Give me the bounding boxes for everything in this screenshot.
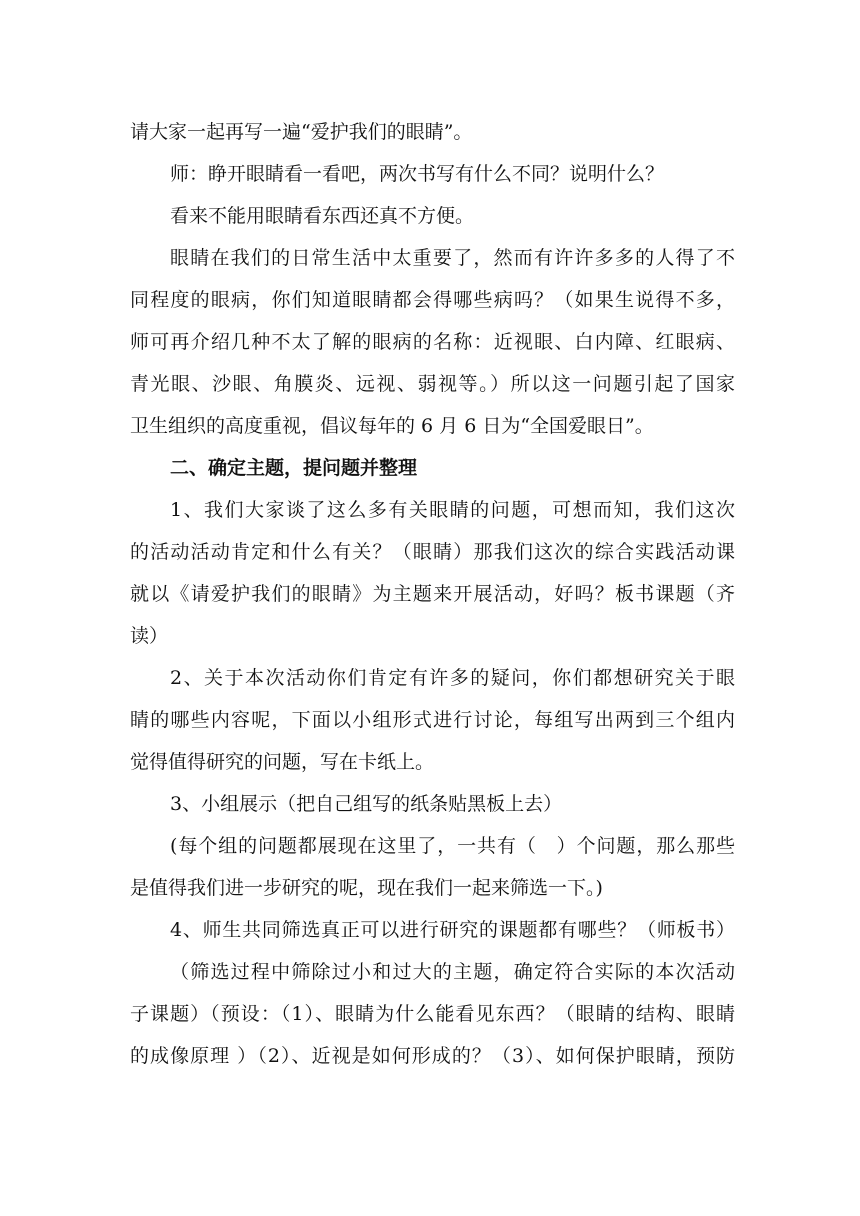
text-line-2: 师：睁开眼睛看一看吧，两次书写有什么不同？说明什么？	[170, 163, 665, 185]
text-line-20: 4、师生共同筛选真正可以进行研究的课题都有哪些？（师板书）	[170, 919, 735, 941]
text-line-8: 卫生组织的高度重视，倡议每年的 6 月 6 日为“全国爱眼日”。	[130, 415, 654, 437]
text-line-11: 的活动活动肯定和什么有关？（眼睛）那我们这次的综合实践活动课	[130, 541, 735, 563]
text-line-15: 睛的哪些内容呢，下面以小组形式进行讨论，每组写出两到三个组内	[130, 709, 735, 731]
text-line-4: 眼睛在我们的日常生活中太重要了，然而有许许多多的人得了不	[170, 247, 735, 269]
text-line-13: 读）	[130, 625, 169, 647]
text-line-5: 同程度的眼病，你们知道眼睛都会得哪些病吗？（如果生说得不多，	[130, 289, 735, 311]
text-line-7: 青光眼、沙眼、角膜炎、远视、弱视等。）所以这一问题引起了国家	[130, 373, 735, 395]
section-heading: 二、确定主题，提问题并整理	[170, 457, 418, 479]
text-line-1: 请大家一起再写一遍“爱护我们的眼睛”。	[130, 121, 473, 143]
text-line-23: 的成像原理 ）（2）、近视是如何形成的？（3）、如何保护眼睛，预防	[130, 1045, 735, 1067]
text-line-22: 子课题）（预设：（1）、眼睛为什么能看见东西？（眼睛的结构、眼睛	[130, 1003, 735, 1025]
text-line-16: 觉得值得研究的问题，写在卡纸上。	[130, 751, 435, 773]
text-line-18: (每个组的问题都展现在这里了，一共有（ ）个问题，那么那些	[170, 835, 735, 857]
text-line-17: 3、小组展示（把自己组写的纸条贴黑板上去）	[170, 793, 563, 815]
text-line-21: （筛选过程中筛除过小和过大的主题，确定符合实际的本次活动	[170, 961, 735, 983]
text-line-3: 看来不能用眼睛看东西还真不方便。	[170, 205, 475, 227]
text-line-10: 1、我们大家谈了这么多有关眼睛的问题，可想而知，我们这次	[170, 499, 735, 521]
text-line-12: 就以《请爱护我们的眼睛》为主题来开展活动，好吗？板书课题（齐	[130, 583, 735, 605]
text-line-14: 2、关于本次活动你们肯定有许多的疑问，你们都想研究关于眼	[170, 667, 735, 689]
text-line-19: 是值得我们进一步研究的呢，现在我们一起来筛选一下。)	[130, 877, 603, 899]
text-line-6: 师可再介绍几种不太了解的眼病的名称：近视眼、白内障、红眼病、	[130, 331, 735, 353]
